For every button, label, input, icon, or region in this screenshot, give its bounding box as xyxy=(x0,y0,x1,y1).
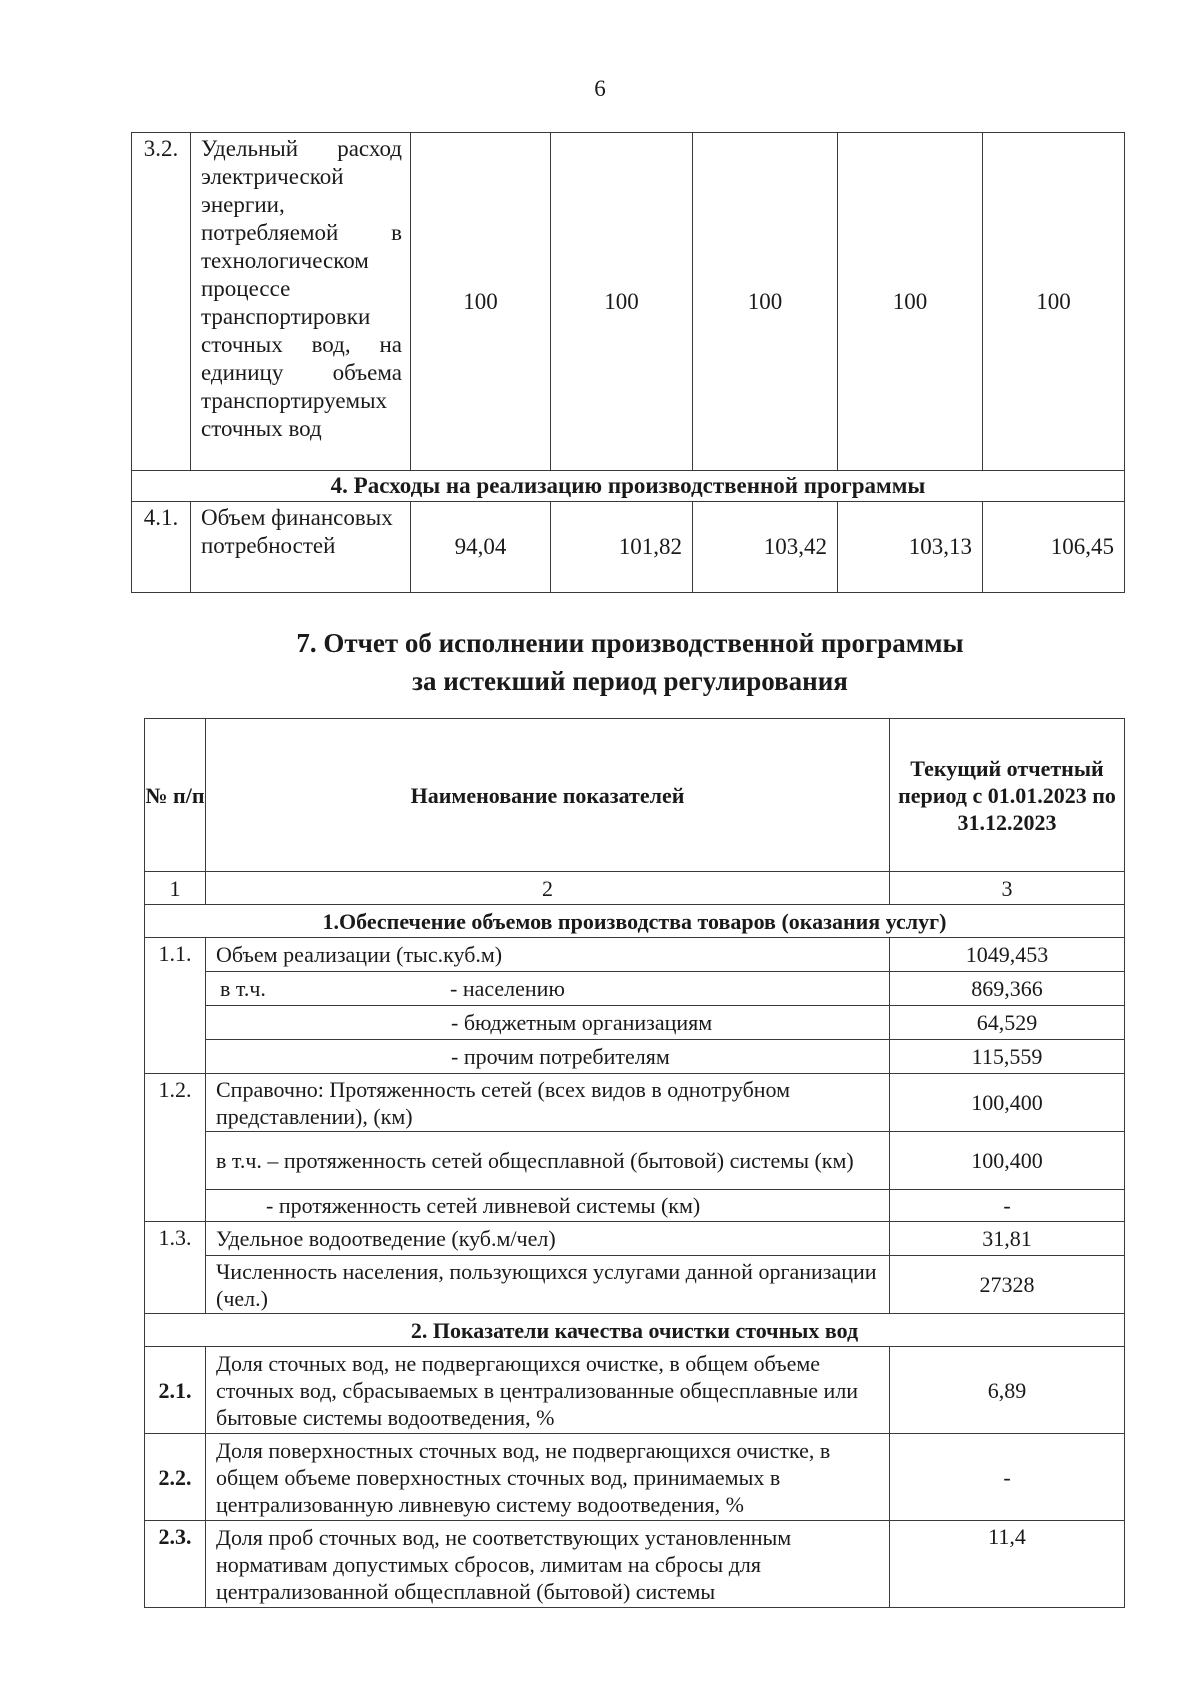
row-number: 4.1. xyxy=(132,502,191,593)
row-label: - населению xyxy=(450,976,565,1001)
cell-value: 869,366 xyxy=(890,972,1125,1006)
cell-value: 31,81 xyxy=(890,1222,1125,1256)
table-row xyxy=(145,972,1125,1006)
report-title-line1: 7. Отчет об исполнении производственной программы xyxy=(296,628,964,658)
cell-value: - xyxy=(890,1434,1125,1521)
row-name: - протяженность сетей ливневой системы (км) xyxy=(206,1190,890,1222)
table-row xyxy=(132,133,1125,471)
row-name: Доля поверхностных сточных вод, не подвергающихся очистке, в общем объеме поверхностных сточных вод, принимаемых в централизованную ливневую систему водоотведения, % xyxy=(206,1434,890,1521)
cell-value: 11,4 xyxy=(890,1521,1125,1608)
table-row xyxy=(145,1222,1125,1256)
row-name xyxy=(206,972,890,1006)
cell-value: 1049,453 xyxy=(890,938,1125,972)
row-name: - прочим потребителям xyxy=(206,1040,890,1074)
report-title xyxy=(0,624,1200,700)
table-row xyxy=(145,1040,1125,1074)
row-name: Численность населения, пользующихся услугами данной организации (чел.) xyxy=(206,1256,890,1314)
row-number: 1.2. xyxy=(145,1074,206,1222)
cell-value: 103,13 xyxy=(838,502,983,593)
section-row xyxy=(145,1314,1125,1347)
section-heading: 1.Обеспечение объемов производства товаров (оказания услуг) xyxy=(145,905,1125,938)
report-title-line2: за истекший период регулирования xyxy=(412,666,848,696)
cell-value: 6,89 xyxy=(890,1347,1125,1434)
cell-value: 100 xyxy=(983,133,1125,471)
cell-value: 100 xyxy=(838,133,983,471)
table-row xyxy=(145,1190,1125,1222)
indicators-table-continued xyxy=(131,132,1125,593)
header-name: Наименование показателей xyxy=(206,719,890,872)
header-row xyxy=(145,719,1125,872)
section-row xyxy=(145,905,1125,938)
row-name: Объем реализации (тыс.куб.м) xyxy=(206,938,890,972)
column-number: 3 xyxy=(890,872,1125,905)
table-row xyxy=(132,502,1125,593)
cell-value: 94,04 xyxy=(411,502,551,593)
row-prefix: в т.ч. xyxy=(220,976,266,1001)
table-row xyxy=(145,1074,1125,1132)
row-number: 2.1. xyxy=(145,1347,206,1434)
column-number: 2 xyxy=(206,872,890,905)
header-number: № п/п xyxy=(145,719,206,872)
cell-value: 27328 xyxy=(890,1256,1125,1314)
row-number: 3.2. xyxy=(132,133,191,471)
cell-value: - xyxy=(890,1190,1125,1222)
table-row xyxy=(145,1347,1125,1434)
section-row xyxy=(132,471,1125,502)
row-name: Объем финансовых потребностей xyxy=(191,502,411,593)
row-name: Справочно: Протяженность сетей (всех видов в однотрубном представлении), (км) xyxy=(206,1074,890,1132)
cell-value: 100,400 xyxy=(890,1132,1125,1190)
cell-value: 103,42 xyxy=(693,502,838,593)
row-number: 1.1. xyxy=(145,938,206,1074)
table-row xyxy=(145,1256,1125,1314)
row-name: Удельный расход электрической энергии, потребляемой в технологическом процессе транспортировки сточных вод, на единицу объема транспортируемых сточных вод xyxy=(191,133,411,471)
cell-value: 100 xyxy=(551,133,693,471)
row-name: Доля проб сточных вод, не соответствующих установленным нормативам допустимых сбросов, лимитам на сбросы для централизованной общесплавной (бытовой) системы xyxy=(206,1521,890,1608)
cell-value: 64,529 xyxy=(890,1006,1125,1040)
row-number: 2.3. xyxy=(145,1521,206,1608)
header-period: Текущий отчетный период с 01.01.2023 по 31.12.2023 xyxy=(890,719,1125,872)
row-name: Доля сточных вод, не подвергающихся очистке, в общем объеме сточных вод, сбрасываемых в централизованные общесплавные или бытовые системы водоотведения, % xyxy=(206,1347,890,1434)
table-row xyxy=(145,1521,1125,1608)
report-table xyxy=(144,718,1125,1608)
table-row xyxy=(145,1434,1125,1521)
section-heading: 2. Показатели качества очистки сточных вод xyxy=(145,1314,1125,1347)
cell-value: 115,559 xyxy=(890,1040,1125,1074)
cell-value: 100 xyxy=(693,133,838,471)
cell-value: 101,82 xyxy=(551,502,693,593)
page-number: 6 xyxy=(594,76,606,101)
row-name: в т.ч. – протяженность сетей общесплавной (бытовой) системы (км) xyxy=(206,1132,890,1190)
section-heading: 4. Расходы на реализацию производственной программы xyxy=(132,471,1125,502)
row-number: 1.3. xyxy=(145,1222,206,1314)
row-name: Удельное водоотведение (куб.м/чел) xyxy=(206,1222,890,1256)
table-row xyxy=(145,938,1125,972)
column-numbers-row xyxy=(145,872,1125,905)
table-row xyxy=(145,1132,1125,1190)
table-row xyxy=(145,1006,1125,1040)
column-number: 1 xyxy=(145,872,206,905)
cell-value: 100 xyxy=(411,133,551,471)
row-number: 2.2. xyxy=(145,1434,206,1521)
row-name: - бюджетным организациям xyxy=(206,1006,890,1040)
cell-value: 106,45 xyxy=(983,502,1125,593)
cell-value: 100,400 xyxy=(890,1074,1125,1132)
